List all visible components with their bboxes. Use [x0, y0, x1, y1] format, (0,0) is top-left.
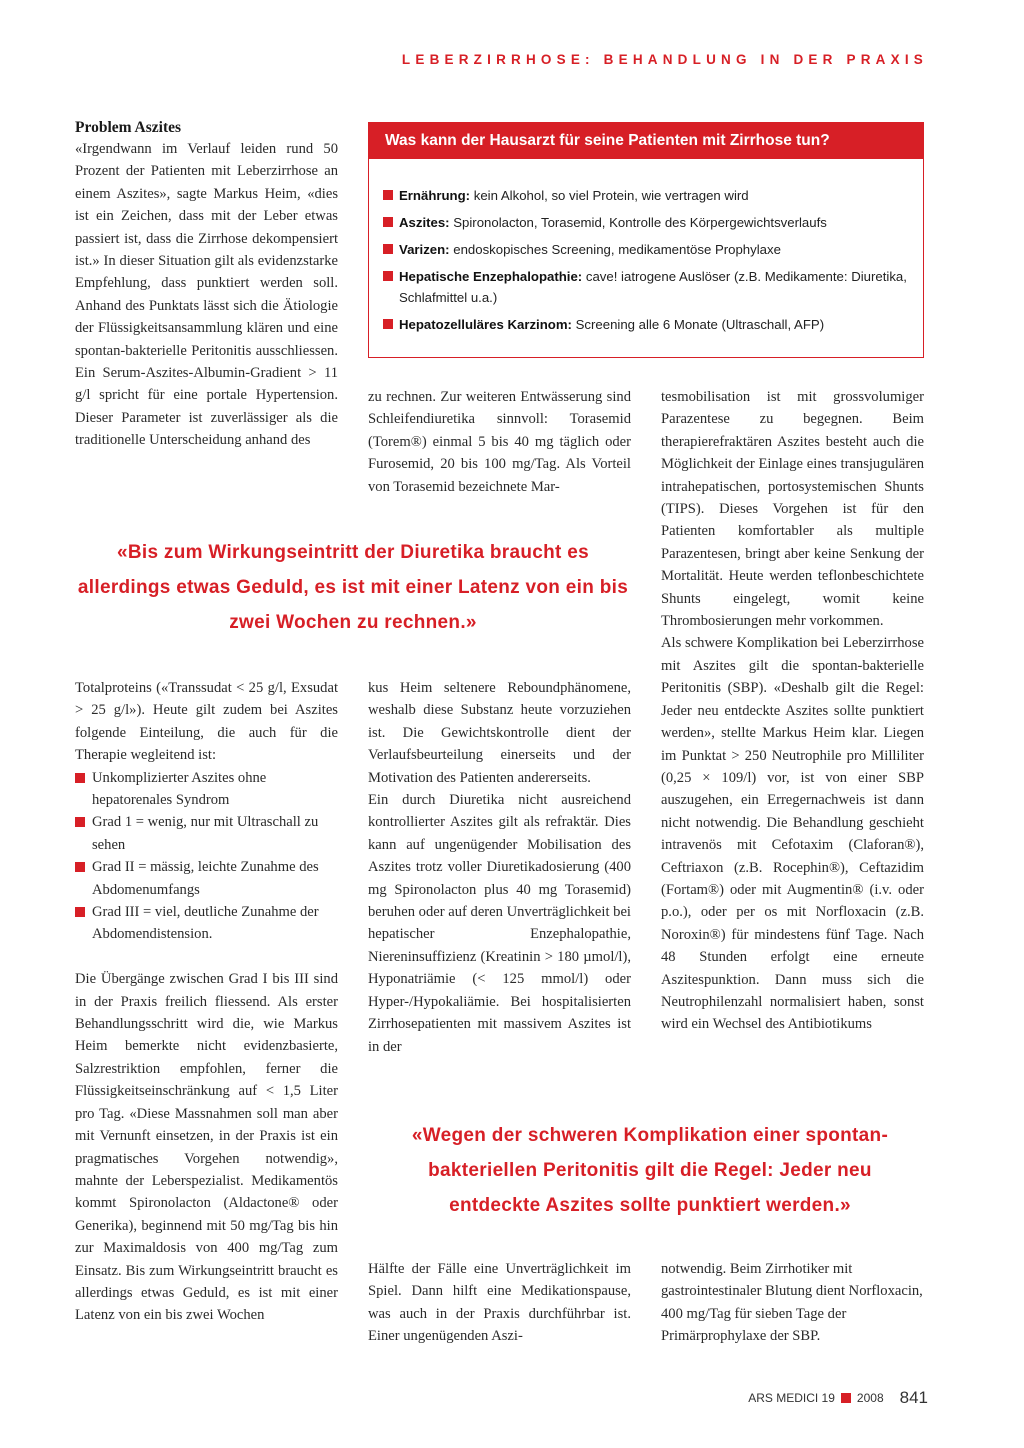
- info-box-item: Ernährung: kein Alkohol, so viel Protein, wie vertragen wird: [383, 185, 911, 206]
- square-bullet-icon: [383, 217, 393, 227]
- paragraph: kus Heim seltenere Reboundphänomene, weshalb diese Substanz heute vorzuziehen ist. Die Gewichtskontrolle dient der Verlaufsbeurteilung einerseits und der Motivation des Patienten andererseits.: [368, 680, 631, 786]
- info-box-item: Varizen: endoskopisches Screening, medikamentöse Prophylaxe: [383, 239, 911, 260]
- square-bullet-icon: [75, 817, 85, 827]
- info-box-item: Aszites: Spironolacton, Torasemid, Kontrolle des Körpergewichtsverlaufs: [383, 212, 911, 233]
- paragraph: Die Übergänge zwischen Grad I bis III sind in der Praxis freilich fliessend. Als erster Behandlungsschritt wird die, wie Markus Heim bemerkte nicht evidenzbasierte, Salzrestriktion empfohlen, ferner die Flüssigkeitseinschränkung auf < 1,5 Liter pro Tag. «Diese Massnahmen soll man aber mit Vernunft einsetzen, in der Praxis ist ein pragmatisches Vorgehen notwendig», mahnte der Leberspezialist. Medikamentös kommt Spironolacton (Aldactone® oder Generika), beginnend mit 50 mg/Tag bis hin zur Maximaldosis von 400 mg/Tag zum Einsatz. Bis zum Wirkungseintritt braucht es allerdings etwas Geduld, es ist mit einer Latenz von ein bis zwei Wochen: [75, 971, 338, 1324]
- square-bullet-icon: [383, 271, 393, 281]
- square-bullet-icon: [383, 244, 393, 254]
- info-box: [368, 122, 924, 358]
- info-box-item: Hepatozelluläres Karzinom: Screening alle 6 Monate (Ultraschall, AFP): [383, 314, 911, 335]
- paragraph: «Irgendwann im Verlauf leiden rund 50 Prozent der Patienten mit Leberzirrhose an einem Aszites», sagte Markus Heim, «dies ist ein Zeichen, dass mit der Leber etwas passiert ist, dass die Zirrhose dekompensiert ist.» In dieser Situation gilt als evidenzstarke Empfehlung, dass punktiert werden soll. Anhand des Punktats lässt sich die Ätiologie der Flüssigkeitsansammlung klären und eine spontan-bakterielle Peritonitis ausschliessen. Ein Serum-Aszites-Albumin-Gradient > 11 g/l spricht für eine portale Hypertension. Dieser Parameter ist zuverlässiger als die traditionelle Unterscheidung anhand des: [75, 141, 338, 449]
- info-box-item: Hepatische Enzephalopathie: cave! iatrogene Auslöser (z.B. Medikamente: Diuretika, Schlafmittel u.a.): [383, 266, 911, 308]
- running-title: LEBERZIRRHOSE: BEHANDLUNG IN DER PRAXIS: [401, 52, 928, 67]
- column-2-middle: [368, 677, 631, 1058]
- pull-quote: «Wegen der schweren Komplikation einer spontan-bakteriellen Peritonitis gilt die Regel: Jeder neu entdeckte Aszites sollte punktiert werden.»: [411, 1125, 889, 1216]
- column-3-bottom: [661, 1258, 924, 1348]
- square-bullet-icon: [75, 862, 85, 872]
- paragraph: tesmobilisation ist mit grossvolumiger Parazentese zu begegnen. Beim therapierefraktären Aszites besteht auch die Möglichkeit der Einlage eines transjugulären intrahepatischen, portosystemischen Shunts (TIPS). Dieses Vorgehen ist für den Patienten komfortabler als multiple Parazentesen, bringt aber keine Senkung der Mortalität. Heute werden teflonbeschichtete Shunts eingelegt, womit keine Thrombosierungen mehr vorkommen.: [661, 389, 924, 630]
- journal-name: ARS MEDICI 19: [748, 1391, 835, 1405]
- column-3-top: [661, 386, 924, 1036]
- page-footer: [748, 1388, 928, 1408]
- page-number: 841: [899, 1388, 928, 1407]
- paragraph: zu rechnen. Zur weiteren Entwässerung sind Schleifendiuretika sinnvoll: Torasemid (Torem®) einmal 5 bis 40 mg täglich oder Furosemid, 20 bis 100 mg/Tag. Als Vorteil von Torasemid bezeichnete Mar-: [368, 389, 631, 495]
- square-bullet-icon: [383, 319, 393, 329]
- paragraph: Totalproteins («Transsudat < 25 g/l, Exsudat > 25 g/l»). Heute gilt zudem bei Aszites folgende Einteilung, die auch für die Therapie wegleitend ist:: [75, 680, 338, 764]
- paragraph: Hälfte der Fälle eine Unverträglichkeit im Spiel. Dann hilft eine Medikationspause, was auch in der Praxis durchführbar ist. Einer ungenügenden Aszi-: [368, 1261, 631, 1345]
- column-1-top: [75, 118, 338, 452]
- info-box-title: Was kann der Hausarzt für seine Patienten mit Zirrhose tun?: [369, 123, 923, 159]
- info-box-list: [369, 185, 923, 335]
- list-item: Grad II = mässig, leichte Zunahme des Abdomenumfangs: [75, 856, 338, 901]
- journal-year: 2008: [856, 1391, 884, 1405]
- square-separator-icon: [841, 1393, 851, 1403]
- paragraph: Ein durch Diuretika nicht ausreichend kontrollierter Aszites gilt als refraktär. Dies kann auf ungenügender Mobilisation des Aszites trotz voller Diuretikadosierung (400 mg Spironolacton plus 40 mg Torasemid) beruhen oder auf deren Unverträglichkeit bei hepatischer Enzephalopathie, Niereninsuffizienz (Kreatinin > 180 µmol/l), Hyponatriämie (< 125 mmol/l) oder Hyper-/Hypokaliämie. Bei hospitalisierten Zirrhosepatienten mit massivem Aszites ist in der: [368, 792, 631, 1055]
- column-2-bottom: [368, 1258, 631, 1348]
- list-item: Grad 1 = wenig, nur mit Ultraschall zu sehen: [75, 811, 338, 856]
- square-bullet-icon: [75, 773, 85, 783]
- column-1-middle: [75, 677, 338, 1327]
- paragraph: notwendig. Beim Zirrhotiker mit gastrointestinaler Blutung dient Norfloxacin, 400 mg/Tag für sieben Tage der Primärprophylaxe der SBP.: [661, 1261, 923, 1345]
- pull-quote: «Bis zum Wirkungseintritt der Diuretika braucht es allerdings etwas Geduld, es ist mit einer Latenz von ein bis zwei Wochen zu rechnen.»: [77, 542, 629, 633]
- column-2-top: [368, 386, 631, 498]
- paragraph: Als schwere Komplikation bei Leberzirrhose mit Aszites gilt die spontan-bakterielle Peritonitis (SBP). «Deshalb gilt die Regel: Jeder neu entdeckte Aszites sollte punktiert werden», stellte Markus Heim klar. Liegen im Punktat > 250 Neutrophile pro Milliliter (0,25 × 109/l) vor, ist von einer SBP auszugehen, ein Erregernachweis ist dann nicht notwendig. Die Behandlung geschieht intravenös mit Cefotaxim (Claforan®), Ceftriaxon (z.B. Rocephin®), Ceftazidim (Fortam®) oder mit Augmentin® (i.v. oder p.o.), oder per os mit Norfloxacin (z.B. Noroxin®) für mindestens fünf Tage. Nach 48 Stunden erfolgt eine erneute Aszitespunktion. Dann muss sich die Neutrophilenzahl normalisiert haben, sonst wird ein Wechsel des Antibiotikums: [661, 635, 924, 1033]
- grade-list: [75, 767, 338, 946]
- square-bullet-icon: [75, 907, 85, 917]
- list-item: Grad III = viel, deutliche Zunahme der Abdomendistension.: [75, 901, 338, 946]
- square-bullet-icon: [383, 190, 393, 200]
- section-heading: Problem Aszites: [75, 119, 182, 136]
- list-item: Unkomplizierter Aszites ohne hepatorenales Syndrom: [75, 767, 338, 812]
